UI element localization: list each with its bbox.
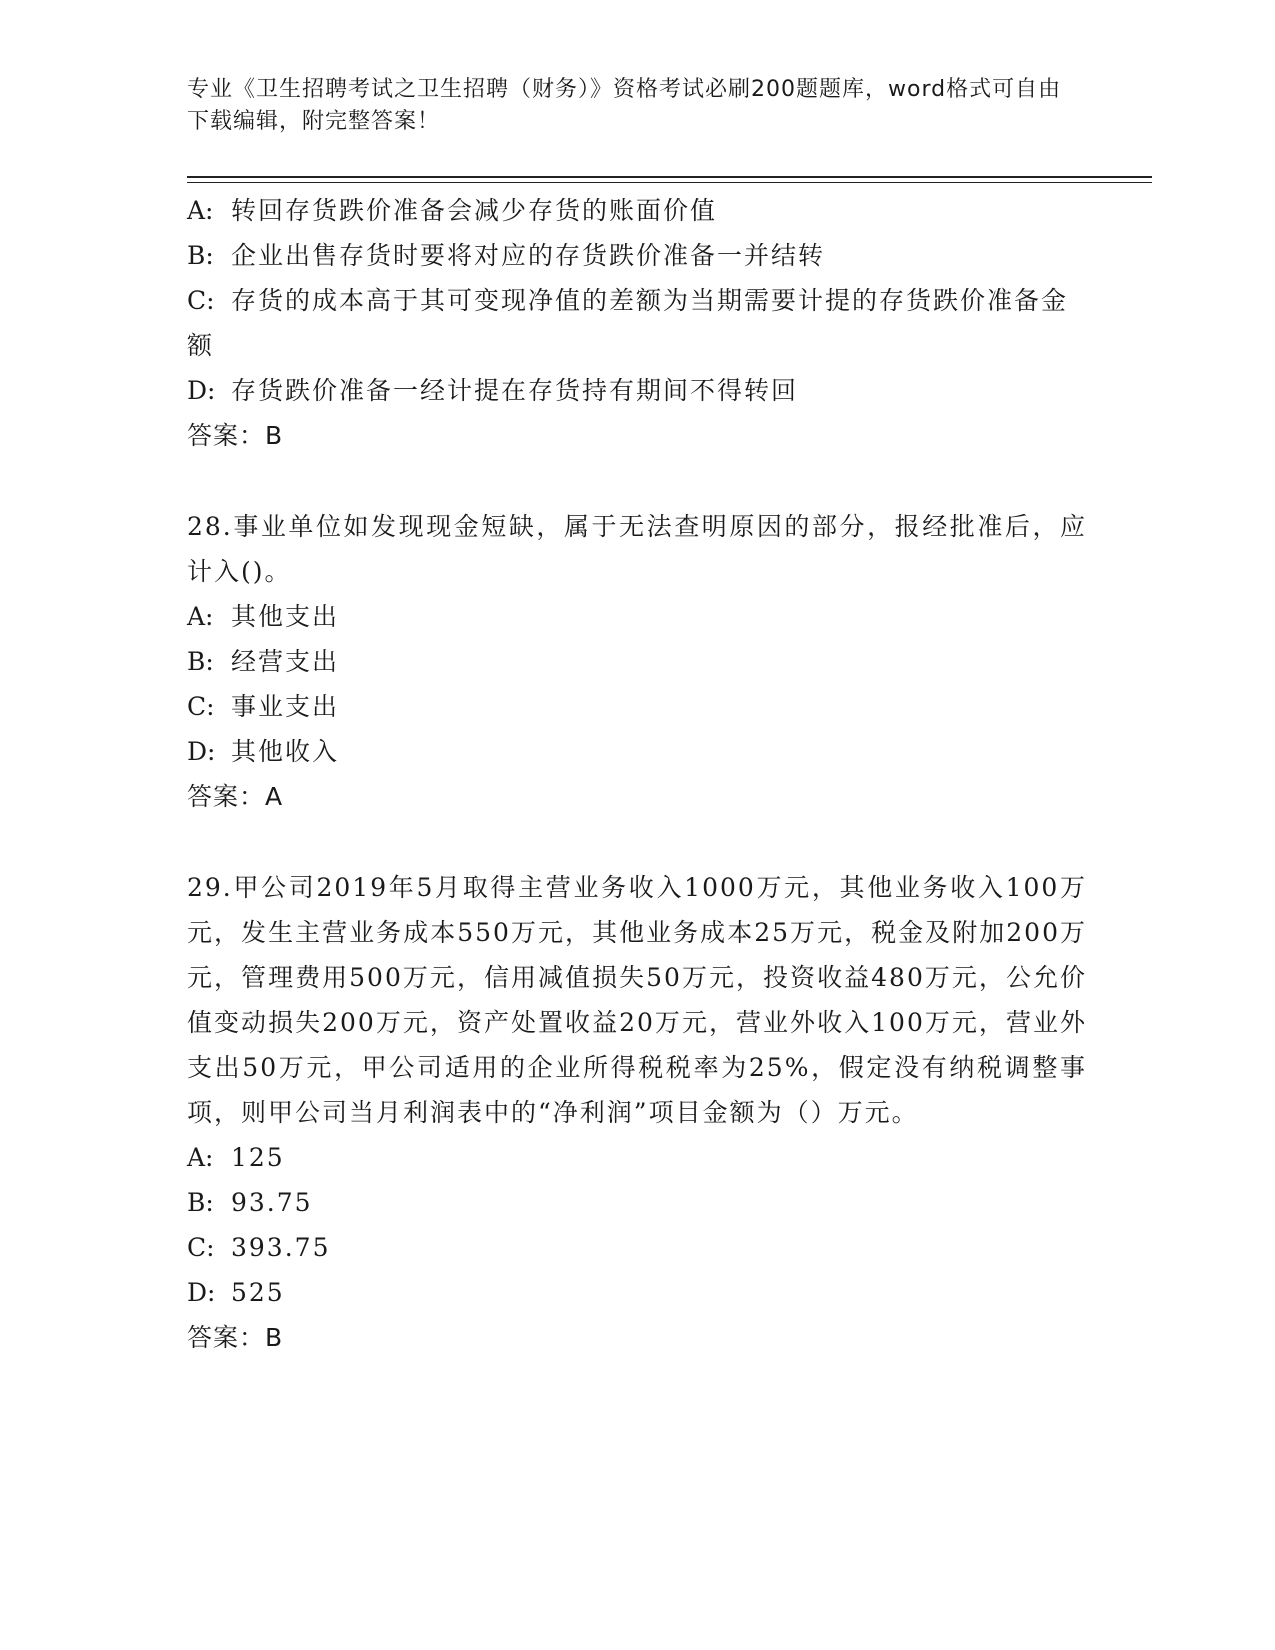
question-text: 28.事业单位如发现现金短缺，属于无法查明原因的部分，报经批准后，应计入()。 <box>187 512 1087 586</box>
spacer <box>187 458 1087 504</box>
option-a: A: 其他支出 <box>187 602 340 631</box>
spacer <box>187 819 1087 865</box>
option-b: B: 经营支出 <box>187 647 340 676</box>
header-divider <box>187 176 1152 178</box>
question-29 <box>187 865 1087 1360</box>
option-b: B: 企业出售存货时要将对应的存货跌价准备一并结转 <box>187 241 826 270</box>
option-a: A: 转回存货跌价准备会减少存货的账面价值 <box>187 196 718 225</box>
option-c: C: 存货的成本高于其可变现净值的差额为当期需要计提的存货跌价准备金额 <box>187 286 1069 360</box>
question-27-options <box>187 188 1087 458</box>
header-divider-thin <box>187 182 1152 183</box>
option-c: C: 393.75 <box>187 1233 331 1262</box>
option-c: C: 事业支出 <box>187 692 340 721</box>
option-d: D: 存货跌价准备一经计提在存货持有期间不得转回 <box>187 376 799 405</box>
answer: 答案：A <box>187 782 284 811</box>
option-a: A: 125 <box>187 1143 285 1172</box>
answer: 答案：B <box>187 421 284 450</box>
question-text: 29.甲公司2019年5月取得主营业务收入1000万元，其他业务收入100万元，发生主营业务成本550万元，其他业务成本25万元，税金及附加200万元，管理费用500万元，信用减值损失50万元，投资收益480万元，公允价值变动损失200万元，资产处置收益20万元，营业外收入100万元，营业外支出50万元，甲公司适用的企业所得税税率为25%，假定没有纳税调整事项，则甲公司当月利润表中的“净利润”项目金额为（）万元。 <box>187 873 1087 1127</box>
option-d: D: 525 <box>187 1278 285 1307</box>
document-body <box>187 188 1087 1360</box>
option-b: B: 93.75 <box>187 1188 313 1217</box>
document-header: 专业《卫生招聘考试之卫生招聘（财务）》资格考试必刷200题题库，word格式可自由下载编辑，附完整答案！ <box>187 77 1062 134</box>
option-d: D: 其他收入 <box>187 737 340 766</box>
question-28 <box>187 504 1087 819</box>
answer: 答案：B <box>187 1323 284 1352</box>
